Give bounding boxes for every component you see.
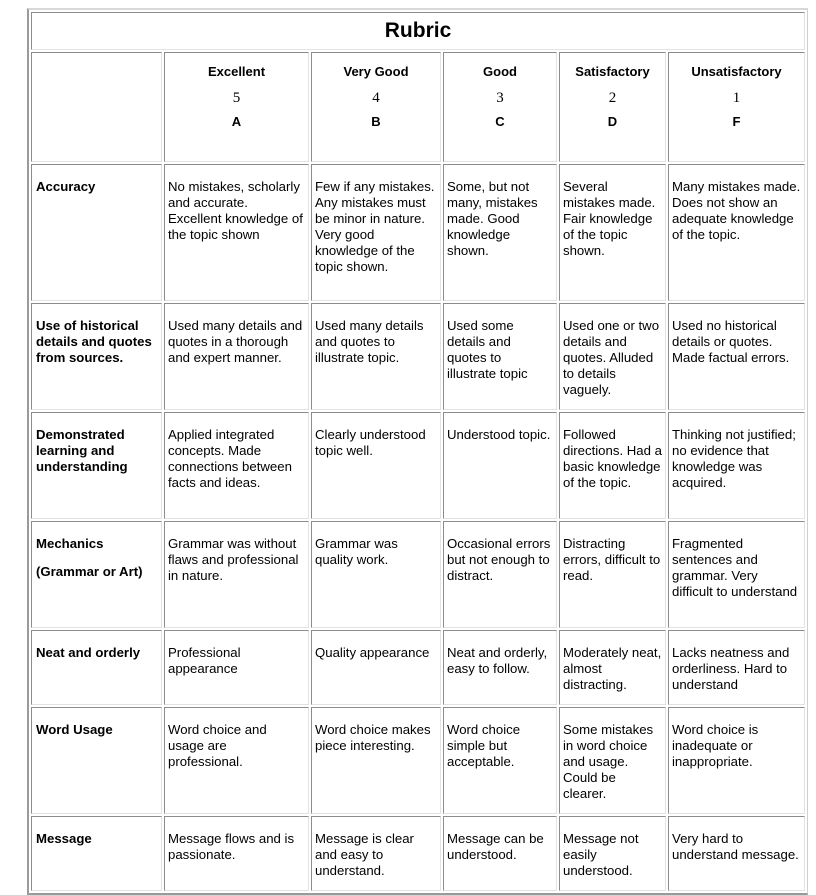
title-row [31, 12, 805, 50]
level-header-very-good [311, 52, 441, 162]
table-row [31, 164, 805, 301]
rubric-table [27, 8, 808, 895]
level-header-row [31, 52, 805, 162]
rubric-cell: Message not easily understood. [559, 816, 666, 891]
rubric-cell: Message flows and is passionate. [164, 816, 309, 891]
rubric-cell: Word choice simple but acceptable. [443, 707, 557, 814]
level-score: 1 [732, 90, 741, 106]
rubric-cell: Used many details and quotes to illustrate topic. [311, 303, 441, 410]
rubric-cell: Few if any mistakes. Any mistakes must be minor in nature. Very good knowledge of the topic shown. [311, 164, 441, 301]
level-score: 5 [232, 90, 241, 106]
criterion-label: Demonstrated learning and understanding [31, 412, 162, 519]
rubric-cell: Used some details and quotes to illustrate topic [443, 303, 557, 410]
level-grade: C [495, 114, 505, 129]
criterion-label-cell [31, 521, 162, 628]
table-row [31, 816, 805, 891]
level-name: Excellent [207, 64, 266, 79]
table-row [31, 521, 805, 628]
rubric-cell: Message is clear and easy to understand. [311, 816, 441, 891]
level-grade: A [231, 114, 242, 129]
table-row [31, 412, 805, 519]
rubric-cell: Distracting errors, difficult to read. [559, 521, 666, 628]
rubric-cell: Clearly understood topic well. [311, 412, 441, 519]
level-header-satisfactory [559, 52, 666, 162]
rubric-cell: Used many details and quotes in a thorough and expert manner. [164, 303, 309, 410]
rubric-cell: Word choice is inadequate or inappropriate. [668, 707, 805, 814]
rubric-cell: Quality appearance [311, 630, 441, 705]
rubric-cell: Lacks neatness and orderliness. Hard to understand [668, 630, 805, 705]
rubric-cell: No mistakes, scholarly and accurate. Excellent knowledge of the topic shown [164, 164, 309, 301]
level-grade: F [732, 114, 741, 129]
criterion-label: Accuracy [31, 164, 162, 301]
rubric-cell: Followed directions. Had a basic knowledge of the topic. [559, 412, 666, 519]
rubric-cell: Grammar was quality work. [311, 521, 441, 628]
level-name: Very Good [343, 64, 409, 79]
criterion-sublabel: (Grammar or Art) [36, 564, 143, 579]
rubric-cell: Grammar was without flaws and professional in nature. [164, 521, 309, 628]
table-row [31, 303, 805, 410]
table-row [31, 707, 805, 814]
rubric-container [27, 8, 807, 895]
level-score: 3 [496, 90, 504, 106]
rubric-cell: Message can be understood. [443, 816, 557, 891]
rubric-cell: Moderately neat, almost distracting. [559, 630, 666, 705]
level-header-good [443, 52, 557, 162]
criterion-label: Word Usage [31, 707, 162, 814]
level-grade: B [371, 114, 381, 129]
rubric-cell: Word choice and usage are professional. [164, 707, 309, 814]
rubric-cell: Some, but not many, mistakes made. Good knowledge shown. [443, 164, 557, 301]
criterion-label: Mechanics [36, 536, 104, 551]
rubric-cell: Used no historical details or quotes. Made factual errors. [668, 303, 805, 410]
rubric-cell: Many mistakes made. Does not show an adequate knowledge of the topic. [668, 164, 805, 301]
rubric-cell: Understood topic. [443, 412, 557, 519]
rubric-cell: Several mistakes made. Fair knowledge of the topic shown. [559, 164, 666, 301]
rubric-cell: Occasional errors but not enough to distract. [443, 521, 557, 628]
corner-cell [31, 52, 162, 162]
level-name: Good [483, 64, 517, 79]
level-header-excellent [164, 52, 309, 162]
level-score: 2 [608, 90, 617, 106]
rubric-cell: Thinking not justified; no evidence that knowledge was acquired. [668, 412, 805, 519]
criterion-label: Message [31, 816, 162, 891]
criterion-label: Use of historical details and quotes from sources. [31, 303, 162, 410]
rubric-title: Rubric [31, 12, 805, 50]
rubric-cell: Fragmented sentences and grammar. Very difficult to understand [668, 521, 805, 628]
level-score: 4 [372, 90, 380, 106]
rubric-cell: Word choice makes piece interesting. [311, 707, 441, 814]
rubric-cell: Neat and orderly, easy to follow. [443, 630, 557, 705]
rubric-cell: Applied integrated concepts. Made connections between facts and ideas. [164, 412, 309, 519]
level-grade: D [607, 114, 618, 129]
rubric-cell: Very hard to understand message. [668, 816, 805, 891]
table-row [31, 630, 805, 705]
rubric-cell: Used one or two details and quotes. Alluded to details vaguely. [559, 303, 666, 410]
rubric-cell: Some mistakes in word choice and usage. Could be clearer. [559, 707, 666, 814]
criterion-label: Neat and orderly [31, 630, 162, 705]
level-header-unsatisfactory [668, 52, 805, 162]
level-name: Satisfactory [575, 64, 650, 79]
level-name: Unsatisfactory [691, 64, 782, 79]
rubric-cell: Professional appearance [164, 630, 309, 705]
